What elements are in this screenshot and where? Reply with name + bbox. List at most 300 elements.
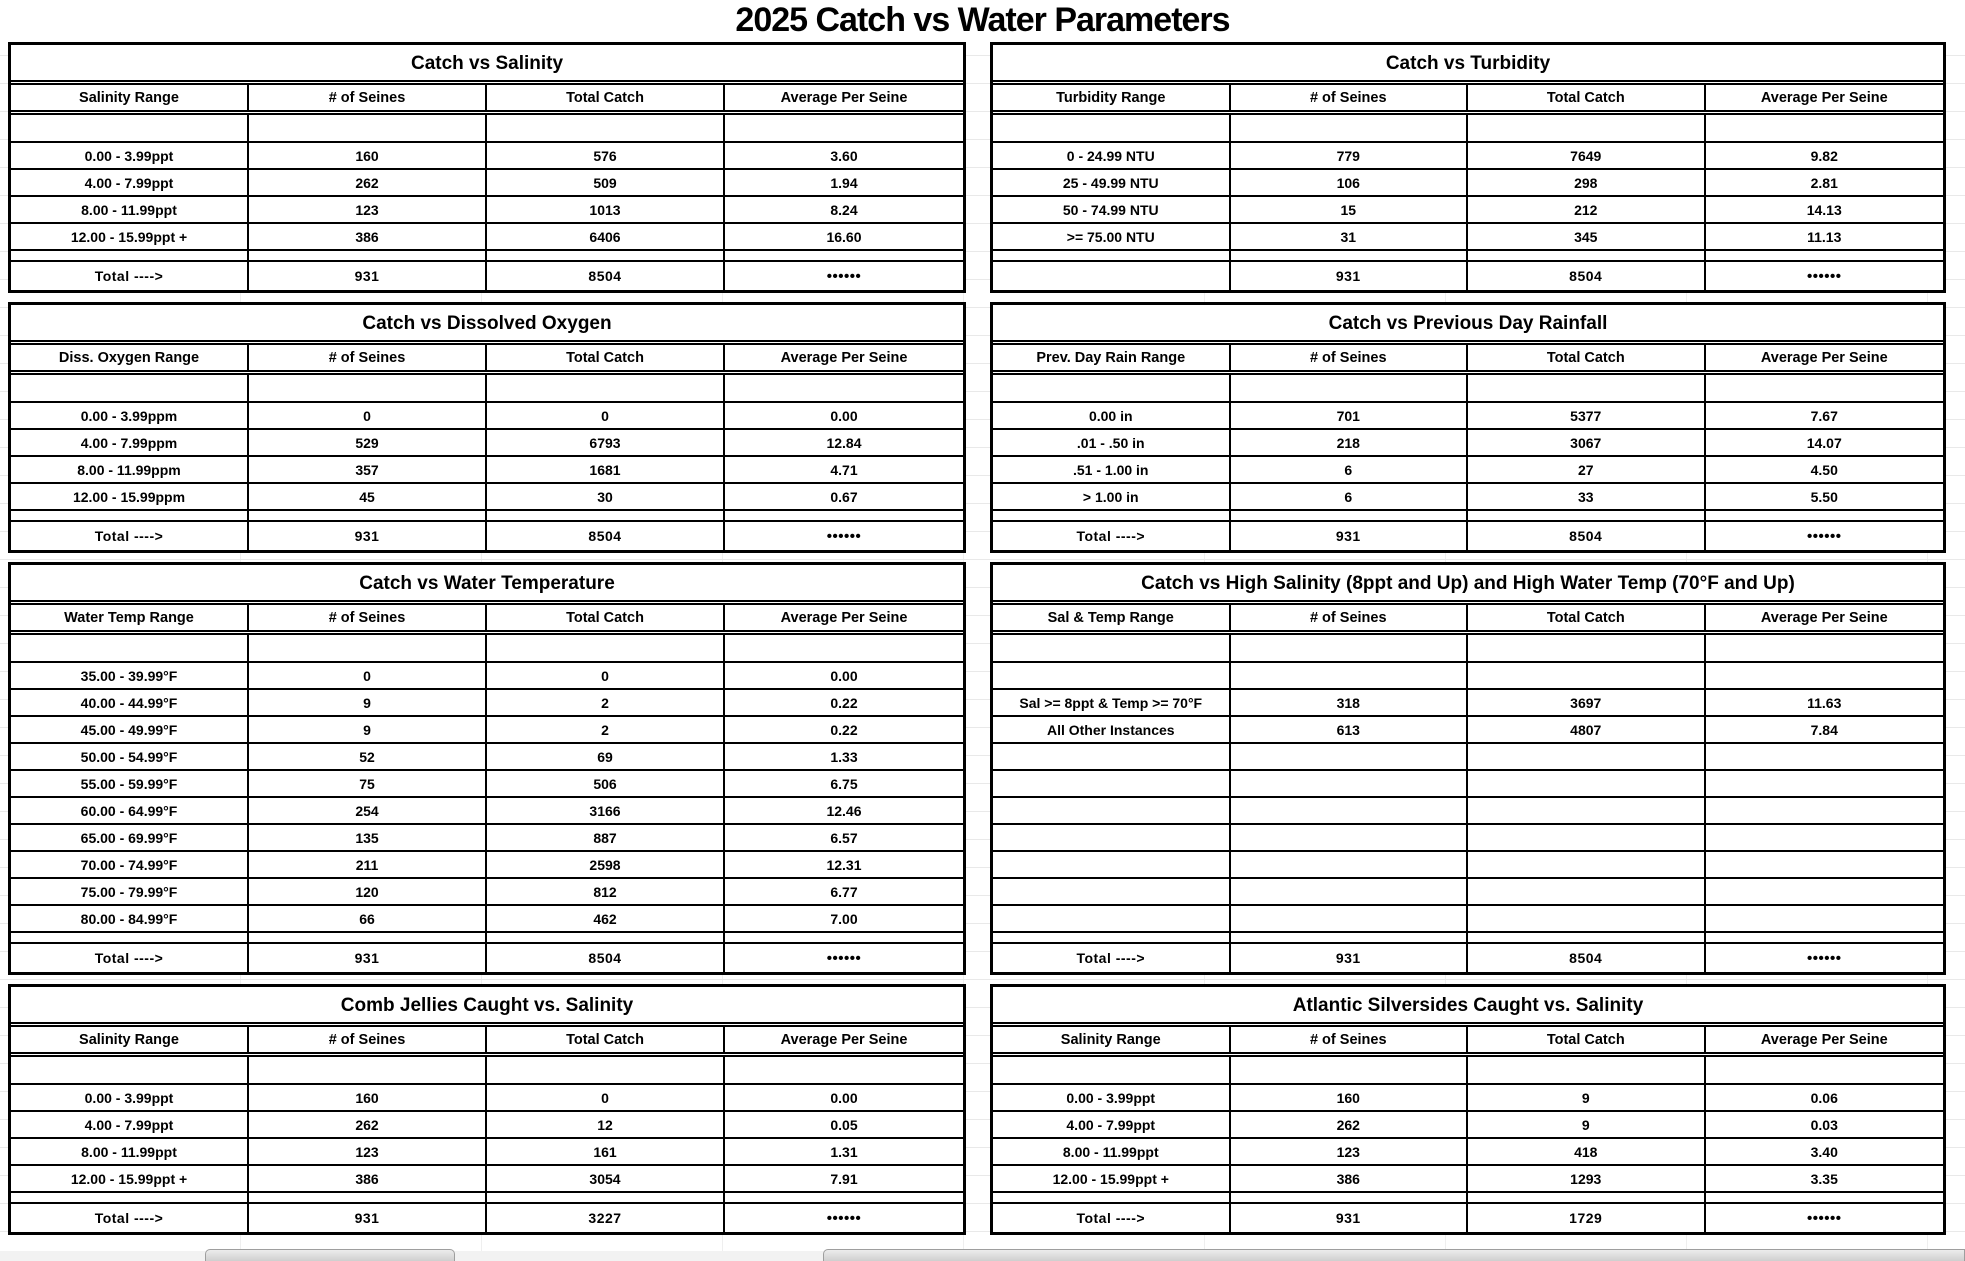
table-row bbox=[993, 170, 1943, 197]
table-row bbox=[11, 1027, 963, 1057]
empty-cell bbox=[1231, 375, 1469, 401]
data-cell bbox=[993, 825, 1231, 850]
table-title: Catch vs Turbidity bbox=[993, 45, 1943, 85]
data-cell bbox=[1231, 825, 1469, 850]
data-cell: 1013 bbox=[487, 197, 725, 222]
column-header: Total Catch bbox=[1468, 605, 1706, 630]
data-cell: 3166 bbox=[487, 798, 725, 823]
empty-cell bbox=[11, 511, 249, 520]
data-cell: 0 - 24.99 NTU bbox=[993, 143, 1231, 168]
data-cell: 3.35 bbox=[1810, 1170, 1838, 1187]
table-row bbox=[11, 1085, 963, 1112]
table-row bbox=[11, 717, 963, 744]
total-cell: Total ----> bbox=[11, 262, 249, 290]
overflow-dots: •••••• bbox=[1806, 949, 1842, 967]
data-cell: 0.22 bbox=[830, 721, 858, 738]
data-cell: 2.81 bbox=[1810, 174, 1838, 191]
column-header: Total Catch bbox=[487, 605, 725, 630]
empty-cell bbox=[725, 1057, 963, 1083]
empty-cell bbox=[993, 511, 1231, 520]
data-cell: 7.67 bbox=[1810, 407, 1838, 424]
table-row bbox=[993, 1027, 1943, 1057]
data-cell: 31 bbox=[1231, 224, 1469, 249]
overflow-dots: •••••• bbox=[826, 267, 862, 285]
data-cell: 0 bbox=[249, 403, 487, 428]
data-cell: > 1.00 in bbox=[993, 484, 1231, 509]
table-row bbox=[11, 511, 963, 522]
data-cell: 1.33 bbox=[830, 748, 858, 765]
data-cell: .51 - 1.00 in bbox=[993, 457, 1231, 482]
data-cell: 25 - 49.99 NTU bbox=[993, 170, 1231, 195]
table-title: Catch vs Previous Day Rainfall bbox=[993, 305, 1943, 345]
total-cell: Total ----> bbox=[993, 944, 1231, 972]
data-cell bbox=[993, 798, 1231, 823]
data-cell: 212 bbox=[1468, 197, 1706, 222]
data-cell bbox=[1706, 852, 1944, 877]
data-cell: 3.60 bbox=[830, 147, 858, 164]
data-cell: 0 bbox=[487, 663, 725, 688]
data-cell bbox=[1231, 852, 1469, 877]
data-cell: 0.00 - 3.99ppt bbox=[11, 143, 249, 168]
empty-cell bbox=[1468, 115, 1706, 141]
table-catch-vs-dissolved-oxygen bbox=[8, 302, 966, 553]
data-cell: 65.00 - 69.99°F bbox=[11, 825, 249, 850]
table-row bbox=[993, 1112, 1943, 1139]
empty-cell bbox=[11, 251, 249, 260]
data-cell: 0.00 bbox=[830, 1089, 858, 1106]
data-cell: 613 bbox=[1231, 717, 1469, 742]
column-header: Average Per Seine bbox=[1760, 89, 1888, 106]
column-header: Average Per Seine bbox=[780, 1031, 908, 1048]
column-header: # of Seines bbox=[1231, 1027, 1469, 1052]
total-cell: 8504 bbox=[1468, 522, 1706, 550]
table-row bbox=[11, 262, 963, 290]
column-header: # of Seines bbox=[1231, 605, 1469, 630]
empty-cell bbox=[249, 1057, 487, 1083]
empty-cell bbox=[249, 251, 487, 260]
data-cell: 8.00 - 11.99ppt bbox=[11, 197, 249, 222]
table-row bbox=[993, 85, 1943, 115]
data-cell: Sal >= 8ppt & Temp >= 70°F bbox=[993, 690, 1231, 715]
data-cell: 7.84 bbox=[1810, 721, 1838, 738]
data-cell: 462 bbox=[487, 906, 725, 931]
data-cell: 12.31 bbox=[826, 856, 862, 873]
data-cell: 120 bbox=[249, 879, 487, 904]
data-cell bbox=[1468, 879, 1706, 904]
data-cell: 0.00 in bbox=[993, 403, 1231, 428]
total-cell: 8504 bbox=[487, 522, 725, 550]
data-cell: 1.94 bbox=[830, 174, 858, 191]
data-cell: 887 bbox=[487, 825, 725, 850]
data-cell bbox=[993, 771, 1231, 796]
empty-cell bbox=[1468, 1193, 1706, 1202]
data-cell bbox=[1468, 825, 1706, 850]
total-cell: 931 bbox=[249, 262, 487, 290]
data-cell: 66 bbox=[249, 906, 487, 931]
data-cell: 9 bbox=[249, 717, 487, 742]
data-cell: 5.50 bbox=[1810, 488, 1838, 505]
data-cell bbox=[1231, 798, 1469, 823]
column-header: Total Catch bbox=[487, 85, 725, 110]
data-cell bbox=[1231, 879, 1469, 904]
data-cell: >= 75.00 NTU bbox=[993, 224, 1231, 249]
empty-cell bbox=[1706, 933, 1944, 942]
data-cell: 7649 bbox=[1468, 143, 1706, 168]
table-row bbox=[993, 197, 1943, 224]
data-cell bbox=[1706, 798, 1944, 823]
data-cell: 6.75 bbox=[830, 775, 858, 792]
data-cell: 0.00 - 3.99ppt bbox=[993, 1085, 1231, 1110]
data-cell: 5377 bbox=[1468, 403, 1706, 428]
empty-cell bbox=[1706, 375, 1944, 401]
data-cell: 6406 bbox=[487, 224, 725, 249]
total-cell: 8504 bbox=[1468, 944, 1706, 972]
data-cell: 4.00 - 7.99ppt bbox=[11, 170, 249, 195]
data-cell: 4.71 bbox=[830, 461, 858, 478]
table-row bbox=[993, 375, 1943, 403]
table-row bbox=[993, 262, 1943, 290]
overflow-dots: •••••• bbox=[1806, 1209, 1842, 1227]
empty-cell bbox=[1468, 375, 1706, 401]
table-row bbox=[11, 944, 963, 972]
empty-cell bbox=[11, 933, 249, 942]
data-cell: All Other Instances bbox=[993, 717, 1231, 742]
empty-cell bbox=[1231, 115, 1469, 141]
empty-cell bbox=[725, 511, 963, 520]
column-header: Total Catch bbox=[1468, 345, 1706, 370]
data-cell: 8.00 - 11.99ppt bbox=[993, 1139, 1231, 1164]
column-header: Average Per Seine bbox=[780, 609, 908, 626]
table-catch-vs-turbidity bbox=[990, 42, 1946, 293]
data-cell bbox=[993, 879, 1231, 904]
total-cell: 931 bbox=[1231, 522, 1469, 550]
table-row bbox=[993, 511, 1943, 522]
table-row bbox=[993, 1193, 1943, 1204]
data-cell: 123 bbox=[249, 197, 487, 222]
empty-cell bbox=[1231, 251, 1469, 260]
table-row bbox=[11, 1204, 963, 1232]
table-catch-vs-previous-day-rainfall bbox=[990, 302, 1946, 553]
table-row bbox=[11, 224, 963, 251]
empty-cell bbox=[1468, 511, 1706, 520]
data-cell bbox=[1706, 744, 1944, 769]
sheet-bottom-strip bbox=[0, 1251, 1965, 1261]
empty-cell bbox=[11, 115, 249, 141]
empty-cell bbox=[993, 1057, 1231, 1083]
data-cell: 7.91 bbox=[830, 1170, 858, 1187]
data-cell: 8.24 bbox=[830, 201, 858, 218]
table-row bbox=[11, 798, 963, 825]
table-row bbox=[11, 85, 963, 115]
overflow-dots: •••••• bbox=[826, 1209, 862, 1227]
data-cell: 12.00 - 15.99ppt + bbox=[11, 224, 249, 249]
table-row bbox=[11, 906, 963, 933]
empty-cell bbox=[249, 511, 487, 520]
total-cell: Total ----> bbox=[11, 944, 249, 972]
empty-cell bbox=[11, 1193, 249, 1202]
data-cell: 9 bbox=[249, 690, 487, 715]
data-cell: 11.13 bbox=[1807, 228, 1842, 245]
data-cell bbox=[1231, 744, 1469, 769]
total-cell: 931 bbox=[249, 944, 487, 972]
empty-cell bbox=[1706, 1057, 1944, 1083]
empty-cell bbox=[1706, 1193, 1944, 1202]
data-cell bbox=[1468, 906, 1706, 931]
empty-cell bbox=[487, 251, 725, 260]
table-row bbox=[993, 663, 1943, 690]
column-header: # of Seines bbox=[249, 345, 487, 370]
data-cell: 4.00 - 7.99ppt bbox=[11, 1112, 249, 1137]
empty-cell bbox=[993, 115, 1231, 141]
empty-cell bbox=[993, 933, 1231, 942]
table-row bbox=[11, 771, 963, 798]
data-cell bbox=[1706, 879, 1944, 904]
data-cell: 80.00 - 84.99°F bbox=[11, 906, 249, 931]
table-row bbox=[993, 143, 1943, 170]
table-row bbox=[993, 852, 1943, 879]
data-cell: 509 bbox=[487, 170, 725, 195]
data-cell: 75.00 - 79.99°F bbox=[11, 879, 249, 904]
data-cell: 506 bbox=[487, 771, 725, 796]
data-cell: 0.00 bbox=[830, 407, 858, 424]
empty-cell bbox=[1706, 251, 1944, 260]
empty-cell bbox=[11, 1057, 249, 1083]
column-header: Average Per Seine bbox=[1760, 1031, 1888, 1048]
table-catch-vs-salinity bbox=[8, 42, 966, 293]
empty-cell bbox=[993, 1193, 1231, 1202]
data-cell: 9 bbox=[1468, 1085, 1706, 1110]
data-cell: 3.40 bbox=[1810, 1143, 1838, 1160]
empty-cell bbox=[725, 635, 963, 661]
data-cell: 60.00 - 64.99°F bbox=[11, 798, 249, 823]
table-catch-vs-high-salinity-high-temp bbox=[990, 562, 1946, 975]
data-cell: 6.77 bbox=[830, 883, 858, 900]
data-cell: 357 bbox=[249, 457, 487, 482]
data-cell: 812 bbox=[487, 879, 725, 904]
table-title: Comb Jellies Caught vs. Salinity bbox=[11, 987, 963, 1027]
data-cell: 218 bbox=[1231, 430, 1469, 455]
table-row bbox=[993, 522, 1943, 550]
data-cell: 135 bbox=[249, 825, 487, 850]
total-cell: 931 bbox=[1231, 262, 1469, 290]
table-row bbox=[11, 115, 963, 143]
total-cell: 3227 bbox=[487, 1204, 725, 1232]
data-cell: 16.60 bbox=[826, 228, 862, 245]
table-title: Catch vs Water Temperature bbox=[11, 565, 963, 605]
data-cell: 12.00 - 15.99ppt + bbox=[11, 1166, 249, 1191]
data-cell: 50 - 74.99 NTU bbox=[993, 197, 1231, 222]
total-cell: 931 bbox=[249, 1204, 487, 1232]
empty-cell bbox=[487, 1193, 725, 1202]
table-row bbox=[11, 933, 963, 944]
data-cell: 70.00 - 74.99°F bbox=[11, 852, 249, 877]
table-row bbox=[11, 345, 963, 375]
empty-cell bbox=[249, 933, 487, 942]
data-cell bbox=[1231, 771, 1469, 796]
column-header: Prev. Day Rain Range bbox=[993, 345, 1231, 370]
overflow-dots: •••••• bbox=[826, 527, 862, 545]
data-cell: 2 bbox=[487, 690, 725, 715]
data-cell: 262 bbox=[1231, 1112, 1469, 1137]
empty-cell bbox=[487, 1057, 725, 1083]
sheet-scrollbar-right[interactable] bbox=[823, 1249, 1965, 1261]
data-cell: .01 - .50 in bbox=[993, 430, 1231, 455]
table-row bbox=[11, 430, 963, 457]
table-row bbox=[11, 1057, 963, 1085]
data-cell: 75 bbox=[249, 771, 487, 796]
data-cell: 1.31 bbox=[830, 1143, 858, 1160]
table-comb-jellies-vs-salinity bbox=[8, 984, 966, 1235]
empty-cell bbox=[1231, 933, 1469, 942]
data-cell: 0.06 bbox=[1810, 1089, 1838, 1106]
total-cell: 931 bbox=[1231, 1204, 1469, 1232]
data-cell: 211 bbox=[249, 852, 487, 877]
data-cell: 52 bbox=[249, 744, 487, 769]
table-row bbox=[993, 345, 1943, 375]
table-row bbox=[993, 879, 1943, 906]
table-row bbox=[11, 1139, 963, 1166]
total-cell: 931 bbox=[249, 522, 487, 550]
data-cell: 3054 bbox=[487, 1166, 725, 1191]
table-row bbox=[11, 170, 963, 197]
data-cell: 0.00 - 3.99ppm bbox=[11, 403, 249, 428]
table-row bbox=[993, 403, 1943, 430]
column-header: Water Temp Range bbox=[11, 605, 249, 630]
table-row bbox=[993, 484, 1943, 511]
data-cell: 40.00 - 44.99°F bbox=[11, 690, 249, 715]
total-cell: Total ----> bbox=[993, 522, 1231, 550]
empty-cell bbox=[725, 933, 963, 942]
empty-cell bbox=[1468, 635, 1706, 661]
table-row bbox=[11, 744, 963, 771]
data-cell: 160 bbox=[249, 143, 487, 168]
data-cell: 55.00 - 59.99°F bbox=[11, 771, 249, 796]
data-cell: 0 bbox=[487, 403, 725, 428]
data-cell bbox=[993, 663, 1231, 688]
data-cell: 6793 bbox=[487, 430, 725, 455]
table-row bbox=[11, 635, 963, 663]
data-cell bbox=[1468, 663, 1706, 688]
data-cell: 418 bbox=[1468, 1139, 1706, 1164]
sheet-scrollbar-left[interactable] bbox=[205, 1249, 455, 1261]
table-row bbox=[11, 197, 963, 224]
total-cell bbox=[993, 262, 1231, 290]
data-cell: 50.00 - 54.99°F bbox=[11, 744, 249, 769]
data-cell bbox=[1706, 771, 1944, 796]
empty-cell bbox=[725, 251, 963, 260]
data-cell: 3697 bbox=[1468, 690, 1706, 715]
table-row bbox=[11, 484, 963, 511]
column-header: # of Seines bbox=[1231, 345, 1469, 370]
table-row bbox=[11, 663, 963, 690]
data-cell: 298 bbox=[1468, 170, 1706, 195]
column-header: Average Per Seine bbox=[1760, 349, 1888, 366]
data-cell: 0.22 bbox=[830, 694, 858, 711]
empty-cell bbox=[487, 933, 725, 942]
data-cell: 8.00 - 11.99ppm bbox=[11, 457, 249, 482]
data-cell: 262 bbox=[249, 170, 487, 195]
table-row bbox=[993, 457, 1943, 484]
data-cell: 4.00 - 7.99ppt bbox=[993, 1112, 1231, 1137]
table-row bbox=[993, 1139, 1943, 1166]
data-cell: 262 bbox=[249, 1112, 487, 1137]
table-row bbox=[993, 1166, 1943, 1193]
table-row bbox=[993, 430, 1943, 457]
data-cell: 0.03 bbox=[1810, 1116, 1838, 1133]
data-cell: 386 bbox=[249, 1166, 487, 1191]
data-cell bbox=[1468, 798, 1706, 823]
column-header: # of Seines bbox=[1231, 85, 1469, 110]
table-row bbox=[11, 375, 963, 403]
empty-cell bbox=[487, 511, 725, 520]
column-header: Average Per Seine bbox=[780, 89, 908, 106]
data-cell: 318 bbox=[1231, 690, 1469, 715]
data-cell: 4.50 bbox=[1810, 461, 1838, 478]
data-cell: 0.05 bbox=[830, 1116, 858, 1133]
table-row bbox=[11, 522, 963, 550]
table-row bbox=[993, 1204, 1943, 1232]
empty-cell bbox=[1468, 1057, 1706, 1083]
column-header: Sal & Temp Range bbox=[993, 605, 1231, 630]
data-cell: 35.00 - 39.99°F bbox=[11, 663, 249, 688]
empty-cell bbox=[249, 375, 487, 401]
empty-cell bbox=[249, 635, 487, 661]
table-row bbox=[993, 906, 1943, 933]
data-cell: 30 bbox=[487, 484, 725, 509]
data-cell: 0.00 - 3.99ppt bbox=[11, 1085, 249, 1110]
empty-cell bbox=[725, 375, 963, 401]
empty-cell bbox=[993, 635, 1231, 661]
data-cell: 386 bbox=[1231, 1166, 1469, 1191]
table-row bbox=[11, 403, 963, 430]
data-cell: 12 bbox=[487, 1112, 725, 1137]
table-row bbox=[11, 1193, 963, 1204]
table-row bbox=[993, 771, 1943, 798]
table-row bbox=[993, 635, 1943, 663]
data-cell: 14.07 bbox=[1806, 434, 1842, 451]
data-cell: 14.13 bbox=[1806, 201, 1842, 218]
empty-cell bbox=[1231, 1057, 1469, 1083]
overflow-dots: •••••• bbox=[826, 949, 862, 967]
empty-cell bbox=[993, 375, 1231, 401]
data-cell: 12.46 bbox=[826, 802, 862, 819]
data-cell: 106 bbox=[1231, 170, 1469, 195]
data-cell: 6 bbox=[1231, 484, 1469, 509]
data-cell: 12.00 - 15.99ppt + bbox=[993, 1166, 1231, 1191]
total-cell: Total ----> bbox=[11, 522, 249, 550]
data-cell: 11.63 bbox=[1807, 694, 1842, 711]
data-cell: 345 bbox=[1468, 224, 1706, 249]
data-cell bbox=[1468, 771, 1706, 796]
data-cell: 27 bbox=[1468, 457, 1706, 482]
empty-cell bbox=[725, 1193, 963, 1202]
data-cell: 1681 bbox=[487, 457, 725, 482]
data-cell: 2598 bbox=[487, 852, 725, 877]
table-atlantic-silversides-vs-salinity bbox=[990, 984, 1946, 1235]
data-cell: 6 bbox=[1231, 457, 1469, 482]
data-cell: 15 bbox=[1231, 197, 1469, 222]
total-cell: 8504 bbox=[487, 944, 725, 972]
data-cell: 69 bbox=[487, 744, 725, 769]
total-cell: Total ----> bbox=[993, 1204, 1231, 1232]
data-cell: 123 bbox=[1231, 1139, 1469, 1164]
data-cell: 12.84 bbox=[826, 434, 862, 451]
table-row bbox=[11, 143, 963, 170]
table-title: Catch vs Dissolved Oxygen bbox=[11, 305, 963, 345]
table-row bbox=[993, 224, 1943, 251]
column-header: # of Seines bbox=[249, 605, 487, 630]
data-cell bbox=[993, 744, 1231, 769]
